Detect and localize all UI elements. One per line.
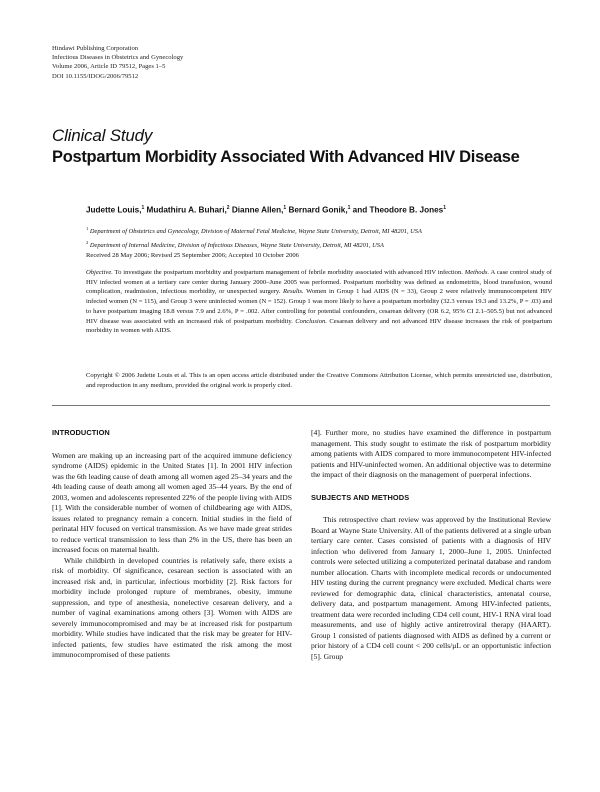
author-affil-mark: 1	[443, 205, 446, 211]
author: Judette Louis,	[86, 205, 142, 215]
author: Mudathiru A. Buhari,	[144, 205, 227, 215]
affiliation-1	[86, 224, 422, 238]
affil-mark: 2	[86, 239, 89, 245]
copyright-notice: Copyright © 2006 Judette Louis et al. This is an open access article distributed under the Creative Commons Attribution License, which permits unrestricted use, distribution, and reproduction in any medium, provided the original work is properly cited.	[86, 372, 552, 389]
affil-text: Department of Internal Medicine, Division of Infectious Diseases, Wayne State University, Detroit, MI 48201, USA	[89, 241, 384, 249]
abstract-label-results: Results.	[283, 288, 304, 296]
abstract-text: A case control study of HIV infected women at a tertiary care center during January 2000–June 2005 was performed. Postpartum morbidity was defined as endometritis, blood transfusion, wound complication, readmission, infectious morbidity, or unexpected surgery.	[86, 269, 552, 296]
abstract-text: To investigate the postpartum morbidity and postpartum management of febrile morbidity associated with advanced HIV infection.	[112, 269, 465, 276]
abstract-text: Cesarean delivery and not advanced HIV disease increases the risk of postpartum morbidity in women with AIDS.	[86, 317, 552, 335]
affiliation-2	[86, 238, 422, 252]
section-heading-introduction: INTRODUCTION	[52, 428, 110, 437]
article-type: Clinical Study	[52, 126, 153, 145]
author-affil-mark: 1	[283, 205, 287, 211]
author-affil-mark: 1	[141, 205, 145, 211]
paragraph: This retrospective chart review was approved by the Institutional Review Board at Wayne State University. All of the patients delivered at a single urban tertiary care center. Cases consisted of patients with a diagnosis of HIV infection who delivered from January 1, 2000–June 1, 2005. Uninfected controls were selected utilizing a computerized perinatal database and random number allocation. Charts with incomplete medical records or undocumented HIV testing during the current pregnancy were excluded. Medical charts were reviewed for demographic data, clinical characteristics, antenatal course, delivery data, and postpartum management. Among HIV-infected patients, treatment data were recorded including CD4 cell count, HIV-1 RNA viral load measurements, and use of highly active antiretroviral therapy (HAART). Group 1 consisted of patients diagnosed with AIDS as defined by a current or prior history of a CD4 cell count < 200 cells/μL or an opportunistic infection [5]. Group	[311, 515, 551, 661]
left-column	[52, 428, 292, 661]
submission-dates: Received 28 May 2006; Revised 25 September 2006; Accepted 10 October 2006	[86, 252, 299, 259]
paper-title: Postpartum Morbidity Associated With Advanced HIV Disease	[52, 148, 520, 166]
doi-line[interactable]: DOI 10.1155/IDOG/2006/79512	[52, 72, 139, 80]
abstract-label-methods: Methods.	[464, 269, 490, 276]
section-heading-methods: SUBJECTS AND METHODS	[311, 492, 410, 502]
journal-header	[52, 44, 183, 81]
author: Bernard Gonik,	[286, 205, 348, 215]
affiliations	[86, 224, 422, 251]
paragraph: [4]. Further more, no studies have examined the difference in postpartum management. This study sought to estimate the risk of postpartum morbidity among patients with AIDS compared to more immunocompetent HIV-infected patients and HIV-uninfected women. An additional objective was to determine the impact of their diagnosis on the management of puerperal infections.	[311, 428, 551, 479]
abstract-label-objective: Objective.	[86, 269, 113, 276]
paragraph: While childbirth in developed countries is relatively safe, there exists a risk of morbidity. Of significance, cesarean section is associated with an increased risk and, in particular, infectious morbidity [2]. Risk factors for morbidity include prolonged rupture of membranes, obesity, immune suppression, and type of anesthesia, nonelective cesarean delivery, and a number of vaginal examinations among others [3]. Women with AIDS are severely immunocompromised and may be at increased risk for postpartum morbidity. While studies have indicated that the risk may be greater for HIV-infected patients, few studies have estimated the risk among the most immunocompromised of these patients	[52, 555, 292, 659]
author-affil-mark: 1	[347, 205, 351, 211]
author-affil-mark: 2	[226, 205, 230, 211]
paragraph: Women are making up an increasing part of the acquired immune deficiency syndrome (AIDS) epidemic in the United States [1]. In 2001 HIV infection was the 6th leading cause of death among all women aged 25–34 years and the 4th leading cause of death among all women aged 35–44 years. By the end of 2003, women and adolescents represented 22% of the people living with AIDS [1]. With the considerable number of women of childbearing age with AIDS, issues related to pregnancy remain a concern. Initial studies in the field of perinatal HIV focused on vertical transmission. As we have made great strides to reduce vertical transmission to less than 2% in the US, there has been an increased focus on maternal health.	[52, 450, 292, 554]
abstract-label-conclusion: Conclusion.	[295, 317, 327, 325]
abstract-text: Women in Group 1 had AIDS (N = 33), Group 2 were relatively immunocompetent HIV infected women (N = 115), and Group 3 were uninfected women (N = 152). Group 1 was more likely to have a postpartum morbidity (32.3 versus 19.3 and 13.2%, P = .03) and to have postpartum imaging 18.8 versus 7.9 and 2.6%, P = .002. After controlling for potential confounders, cesarean delivery (OR 6.2, 95% CI 2.1–505.5) but not advanced HIV disease was associated with an increased risk of postpartum morbidity.	[86, 288, 552, 325]
section-divider	[52, 405, 550, 406]
author: and Theodore B. Jones	[350, 205, 444, 215]
author: Dianne Allen,	[229, 205, 284, 215]
right-column	[311, 428, 551, 662]
volume-line: Volume 2006, Article ID 79512, Pages 1–5	[52, 63, 166, 71]
abstract	[86, 268, 552, 336]
affil-mark: 1	[86, 226, 89, 231]
author-list	[86, 205, 446, 215]
publisher-line: Hindawi Publishing Corporation	[52, 45, 139, 52]
affil-text: Department of Obstetrics and Gynecology, Division of Maternal Fetal Medicine, Wayne State University, Detroit, MI 48201, USA	[89, 228, 422, 236]
journal-line: Infectious Diseases in Obstetrics and Gynecology	[52, 54, 184, 62]
